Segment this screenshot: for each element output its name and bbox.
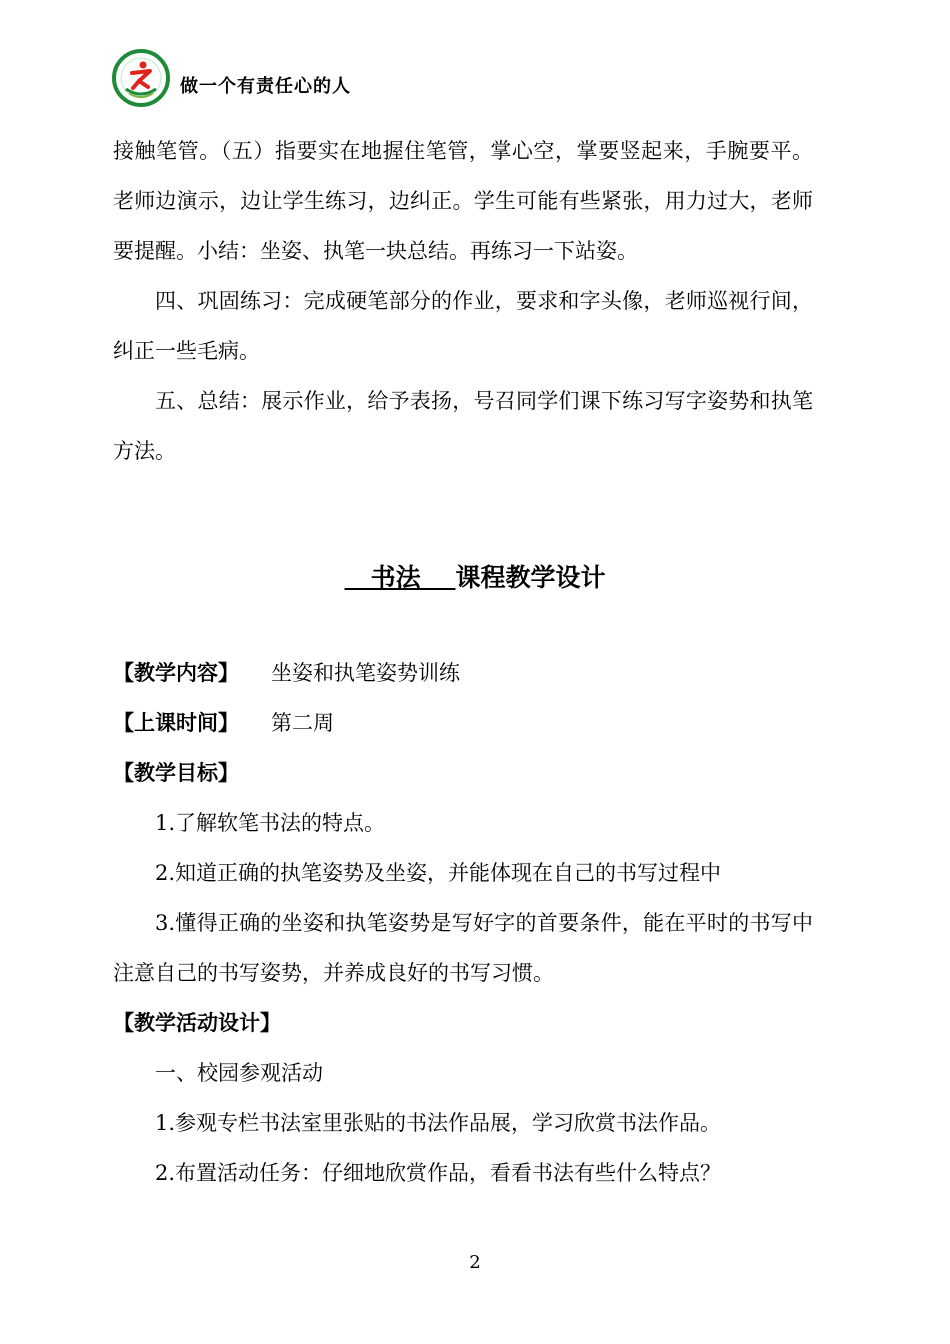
title-rest: 课程教学设计 xyxy=(455,563,606,592)
page-title xyxy=(0,558,950,594)
content-value: 坐姿和执笔姿势训练 xyxy=(271,661,460,685)
goal-item: 1.了解软笔书法的特点。 xyxy=(155,811,386,835)
time-label: 【上课时间】 xyxy=(113,711,239,735)
page-number: 2 xyxy=(469,1252,481,1273)
paragraph: 五、总结：展示作业，给予表扬，号召同学们课下练习写字姿势和执笔方法。 xyxy=(113,389,813,463)
goals-label-row xyxy=(113,748,813,798)
goals-label: 【教学目标】 xyxy=(113,761,239,785)
continued-text xyxy=(113,126,813,476)
activity-item: 1.参观专栏书法室里张贴的书法作品展，学习欣赏书法作品。 xyxy=(155,1111,722,1135)
activity-item: 2.布置活动任务：仔细地欣赏作品，看看书法有些什么特点？ xyxy=(155,1161,722,1185)
page-header xyxy=(112,48,351,108)
content-label: 【教学内容】 xyxy=(113,661,239,685)
paragraph: 接触笔管。（五）指要实在地握住笔管，掌心空，掌要竖起来，手腕要平。老师边演示，边让学生练习，边纠正。学生可能有些紧张，用力过大，老师要提醒。小结：坐姿、执笔一块总结。再练习一下站姿。 xyxy=(113,139,813,263)
goal-item: 2.知道正确的执笔姿势及坐姿，并能体现在自己的书写过程中 xyxy=(155,861,722,885)
time-value: 第二周 xyxy=(271,711,334,735)
goal-item: 3.懂得正确的坐姿和执笔姿势是写好字的首要条件，能在平时的书写中注意自己的书写姿势，并养成良好的书写习惯。 xyxy=(113,911,813,985)
school-logo-icon xyxy=(112,49,170,107)
activity-label-row xyxy=(113,998,813,1048)
school-motto: 做一个有责任心的人 xyxy=(180,76,351,97)
activity-label: 【教学活动设计】 xyxy=(113,1011,281,1035)
content-row xyxy=(113,648,813,698)
time-row xyxy=(113,698,813,748)
paragraph: 四、巩固练习：完成硬笔部分的作业，要求和字头像，老师巡视行间，纠正一些毛病。 xyxy=(113,289,813,363)
activity-item: 一、校园参观活动 xyxy=(155,1061,323,1085)
title-subject: 书法 xyxy=(344,563,456,592)
lesson-design xyxy=(113,648,813,1198)
